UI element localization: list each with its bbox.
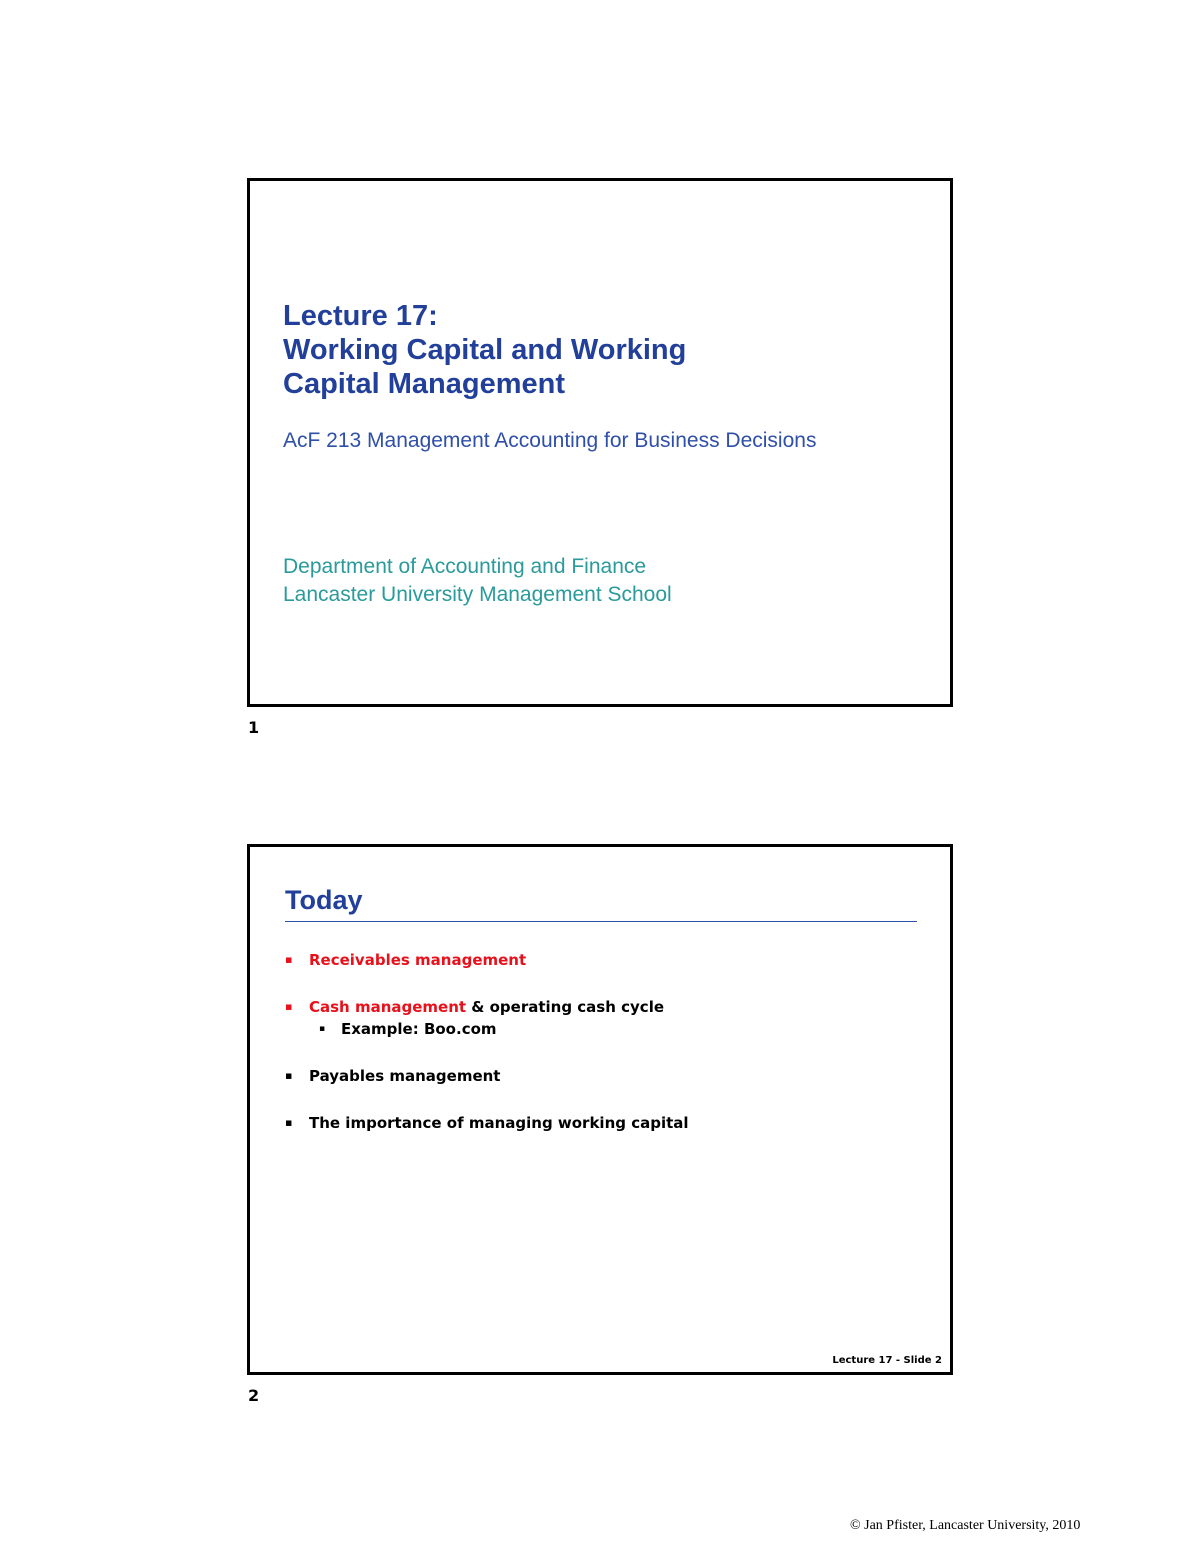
bullet-icon: ▪ <box>285 1069 293 1082</box>
slide-footer: Lecture 17 - Slide 2 <box>832 1355 942 1366</box>
list-item-text: Payables management <box>309 1067 501 1085</box>
list-item-highlight: Cash management <box>309 998 467 1016</box>
title-line: Lecture 17: <box>283 300 438 332</box>
bullet-icon: ▪ <box>285 953 293 966</box>
page-number-2: 2 <box>248 1386 260 1405</box>
slide-2-title: Today <box>285 885 363 915</box>
title-line: Working Capital and Working <box>283 334 687 366</box>
page-number-1: 1 <box>248 718 260 737</box>
bullet-icon: ▪ <box>285 1000 293 1013</box>
agenda-list <box>285 949 925 1134</box>
title-divider <box>285 921 917 922</box>
list-item-text: The importance of managing working capital <box>309 1114 689 1132</box>
school-line: Lancaster University Management School <box>283 583 672 606</box>
sub-list-item <box>285 1018 925 1040</box>
sub-list-item-text: Example: Boo.com <box>341 1020 497 1038</box>
department-line: Department of Accounting and Finance <box>283 555 647 578</box>
list-item <box>285 949 925 971</box>
list-item-text: Receivables management <box>309 951 527 969</box>
list-item <box>285 996 925 1018</box>
list-item <box>285 1065 925 1087</box>
list-item-text: & operating cash cycle <box>466 998 665 1016</box>
slide-2 <box>247 844 953 1375</box>
course-subtitle: AcF 213 Management Accounting for Business Decisions <box>283 429 817 452</box>
bullet-icon: ▪ <box>319 1024 326 1034</box>
copyright-notice: © Jan Pfister, Lancaster University, 2010 <box>850 1518 1081 1533</box>
list-item <box>285 1112 925 1134</box>
slide-1-title <box>283 299 686 401</box>
bullet-icon: ▪ <box>285 1116 293 1129</box>
department-info <box>283 553 672 609</box>
title-line: Capital Management <box>283 368 565 400</box>
slide-1 <box>247 178 953 707</box>
